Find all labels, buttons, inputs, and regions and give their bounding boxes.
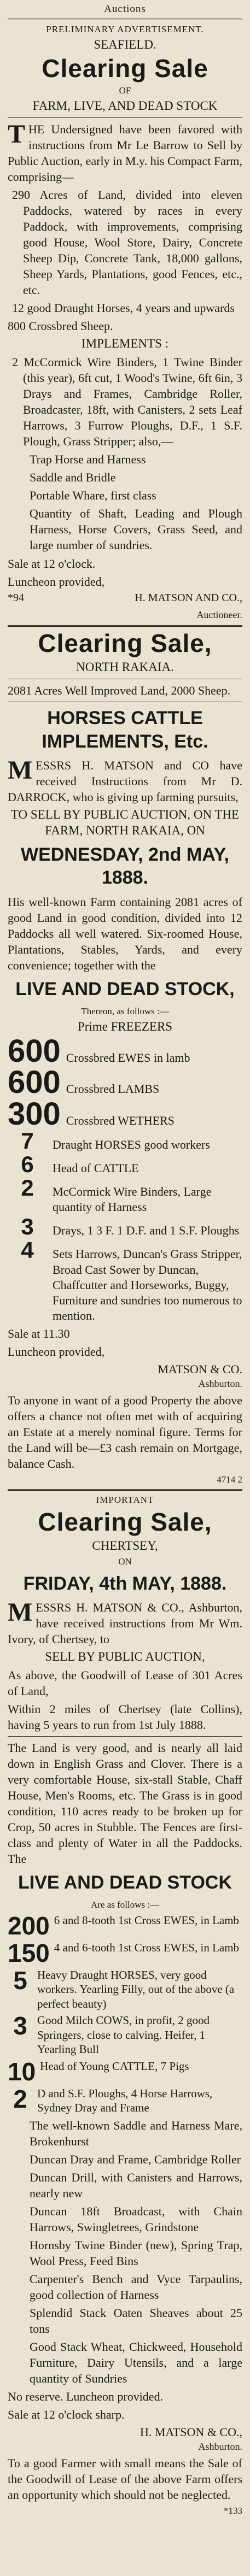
ad-subtitle: FARM, LIVE, AND DEAD STOCK [32,99,218,113]
implement-item: Good Stack Wheat, Chickweed, Household Furniture, Dairy Utensils, and a large quantity of Sundries [30,2340,242,2386]
stock-row: 2 D and S.F. Ploughs, 4 Horse Harrows, Sydney Dray and Frame [13,2084,213,2115]
ad-horses: 12 good Draught Horses, 4 years and upwards [12,301,235,315]
ad-title: Clearing Sale, [38,1507,212,1536]
luncheon-note: Luncheon provided, [8,574,105,589]
auctioneer-signature [8,1362,242,1390]
stock-row: 6 Head of CATTLE [21,1151,139,1177]
ad-title: Clearing Sale [42,54,208,83]
auctioneer-place: Ashburton. [198,2440,242,2452]
ad-sheep: 800 Crossbred Sheep. [8,319,113,333]
stock-row: 600 Crossbred EWES in lamb [8,1033,190,1069]
ad-code: *94 [8,591,24,604]
divider [8,625,242,627]
auctioneer-name: MATSON & CO. [158,1362,242,1377]
extra-item: Quantity of Shaft, Leading and Plough Harness, Horse Covers, Grass Seed, and large number of sundries. [30,507,242,552]
divider [8,1489,242,1491]
notice: To anyone in want of a good Property the above offers a chance not often met with of acquiring an Estate at a merely nominal figure. Terms for the Land will be—£3 cash remain on Mortgage, balance Cash. [8,1393,242,1471]
follows: Are as follows :— [90,1899,160,1910]
ad-footer [8,592,242,604]
stock-row: 10 Head of Young CATTLE, 7 Pigs [8,2057,189,2086]
implement-item: Duncan Dray and Frame, Cambridge Roller [30,2152,241,2166]
divider [8,1736,242,1737]
ad-location: NORTH RAKAIA. [76,660,174,674]
stock-row: 7 Draught HORSES good workers [21,1127,210,1154]
extra-item: Saddle and Bridle [30,470,116,485]
ad-implements: 2 McCormick Wire Binders, 1 Twine Binder (this year), 6ft cut, 1 Wood's Twine, 6ft 6in, 3 Drays and Frames, Cambridge Roller, Broadcaster, 18ft, with Canisters, 2 sets Leaf Harrows, 3 Furrow Ploughs, D.F., 1 S.F. Plough, Grass Stripper; also,— [12,355,242,449]
stock-row: 300 Crossbred WETHERS [8,1096,175,1132]
ad-seafield [8,23,242,622]
implement-item: Splendid Stack Oaten Sheaves about 25 tons [30,2306,242,2336]
ad-kicker: IMPORTANT [96,1495,154,1505]
sale-date: WEDNESDAY, 2nd MAY, 1888. [20,844,230,889]
thereon: Thereon, as follows :— [81,1005,169,1016]
implement-item: Duncan Drill, with Canisters and Harrows, nearly new [30,2170,242,2200]
implement-item: The well-known Saddle and Harness Mare, Brokenhurst [30,2118,242,2148]
divider [8,19,242,20]
sale-time: Sale at 12 o'clock. [8,556,96,571]
stock-row: 200 6 and 8-tooth 1st Cross EWES, in Lamb [8,1912,240,1940]
extra-item: Portable Whare, first class [30,489,156,503]
implement-item: Carpenter's Bench and Vyce Tarpaulins, good collection of Harness [30,2272,242,2302]
ad-of: OF [119,85,131,96]
ad-kicker: PRELIMINARY ADVERTISEMENT. [46,24,204,34]
sell-by-auction: SELL BY PUBLIC AUCTION, [45,1650,205,1664]
ad-north-rakaia [8,630,242,1486]
stock-row: 3 Good Milch COWS, in profit, 2 good Springers, close to calving. Heifer, 1 Yearling Bull [13,2012,210,2056]
ad-details: 290 Acres of Land, divided into eleven Paddocks, watered by races in every Paddock, with improvements, comprising good House, Wool Store, Dairy, Concrete Sheep Dip, Concrete Tank, 18,000 gallons, Sheep Yards, Plantations, good Fences, etc., etc. [12,188,242,297]
stock-row: 4 Sets Harrows, Duncan's Grass Stripper, Broad Cast Sower by Duncan, Chaffcutter and Horseworks, Buggy, Furniture and sundries too numerous to mention. [21,1237,242,1323]
divider [8,117,242,118]
prime-freezers: Prime FREEZERS [77,1019,173,1033]
ad-title: Clearing Sale, [38,629,212,658]
ad-body: MESSRS H. MATSON & CO., Ashburton, have received instructions from Mr Wm. Ivory, of Chertsey, to [8,1598,242,1646]
implements-heading: IMPLEMENTS : [81,337,169,351]
auctioneer-signature [8,2425,242,2453]
live-dead-heading: LIVE AND DEAD STOCK, [15,979,235,999]
auctioneer-name: H. MATSON & CO., [139,2425,242,2439]
implement-item: Hornsby Twine Binder (new), Spring Trap, Wool Press, Feed Bins [30,2238,242,2268]
stock-row: 150 4 and 6-tooth 1st Cross EWES, in Lamb [8,1939,240,1968]
to-sell: TO SELL BY PUBLIC AUCTION, ON THE FARM, NORTH RAKAIA, ON [10,808,240,838]
land-desc: The Land is very good, and is nearly all laid down in English Grass and Clover. There is a very comfortable House, six-stall Stable, Chaff House, Men's Rooms, etc. The Grass is in good condition, 110 acres ready to be broken up for Crop, 50 acres in Stubble. The Fences are first-class and plenty of Water in all the Paddocks. The [8,1741,242,1866]
ad-location: SEAFIELD. [94,38,156,52]
ad-chertsey [8,1494,242,2517]
luncheon-note: Luncheon provided, [8,1345,105,1359]
stock-row: 3 Drays, 1 3 F. 1 D.F. and 1 S.F. Ploughs [21,1214,240,1240]
extra-item: Trap Horse and Harness [30,452,146,467]
ad-body: MESSRS H. MATSON and CO have received Instructions from Mr D. DARROCK, who is giving up farming pursuits, [8,756,242,804]
stock-row: 2 McCormick Wire Binders, Large quantity of Harness [21,1174,212,1214]
reserve-note: No reserve. Luncheon provided. [8,2390,164,2404]
ad-code: 4714 2 [217,1474,242,1485]
section-heading: Auctions [104,3,146,15]
ad-horses-title: HORSES CATTLE IMPLEMENTS, Etc. [42,708,208,752]
sale-time: Sale at 12 o'clock sharp. [8,2408,125,2422]
implement-item: Duncan 18ft Broadcast, with Chain Harrows, Swingletrees, Grindstone [30,2204,242,2234]
closing-note: To a good Farmer with small means the Sale of the Goodwill of Lease of the above Farm offers an opportunity which should not be neglected. [8,2456,242,2502]
stock-row: 5 Heavy Draught HORSES, very good workers. Yearling Filly, out of the above (a perfect beauty) [13,1966,235,2010]
auctioneer-title: Auctioneer. [196,609,242,620]
auctioneer-name: H. MATSON AND CO., [135,591,242,604]
ad-location: CHERTSEY, [92,1538,158,1552]
sale-date: FRIDAY, 4th MAY, 1888. [23,1573,227,1594]
auctioneer-place: Ashburton. [198,1378,242,1389]
ad-code: *133 [224,2506,242,2516]
well-known: His well-known Farm containing 2081 acres of good Land in good condition, divided into 12 Paddocks all well watered. Six-roomed House, Plantations, Stables, Yards, and every convenience; together with the [8,895,242,972]
stock-row: 600 Crossbred LAMBS [8,1064,160,1101]
within: Within 2 miles of Chertsey (late Collins), having 5 years to run from 1st July 1888. [8,1702,242,1732]
sale-time: Sale at 11.30 [8,1327,70,1341]
live-dead-heading: LIVE AND DEAD STOCK [18,1872,232,1893]
ad-on: ON [118,1556,132,1567]
ad-body: THE Undersigned have been favored with instructions from Mr Le Barrow to Sell by Public Auction, early in M.y. his Compact Farm, comprising— [8,119,242,184]
ad-land: 2081 Acres Well Improved Land, 2000 Sheep. [8,684,231,698]
as-above: As above, the Goodwill of Lease of 301 Acres of Land, [8,1668,242,1698]
